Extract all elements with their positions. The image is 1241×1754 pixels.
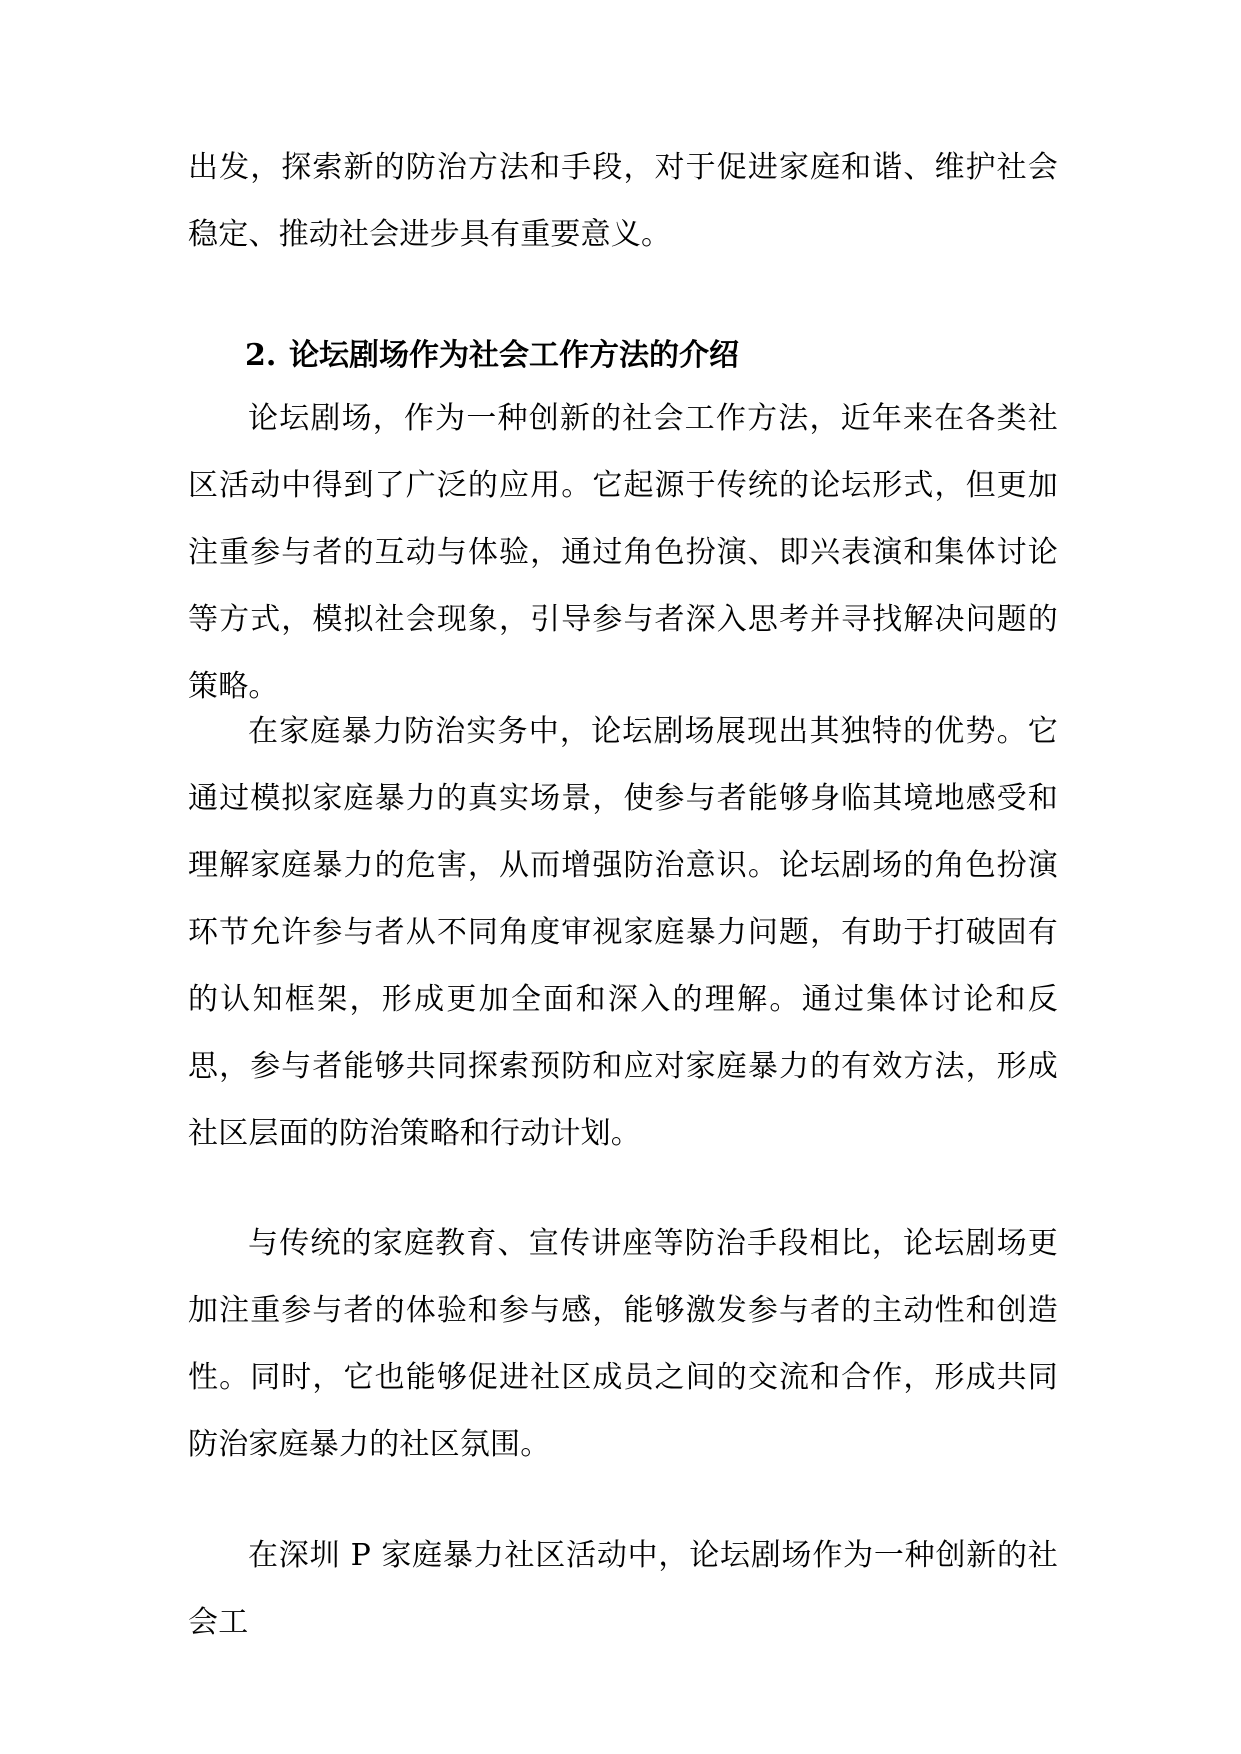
body-paragraph: 在深圳 P 家庭暴力社区活动中，论坛剧场作为一种创新的社会工 (188, 1538, 1058, 1640)
body-paragraph: 在家庭暴力防治实务中，论坛剧场展现出其独特的优势。它通过模拟家庭暴力的真实场景，使参与者能够身临其境地感受和理解家庭暴力的危害，从而增强防治意识。论坛剧场的角色扮演环节允许参与者从不同角度审视家庭暴力问题，有助于打破固有的认知框架，形成更加全面和深入的理解。通过集体讨论和反思，参与者能够共同探索预防和应对家庭暴力的有效方法，形成社区层面的防治策略和行动计划。 (188, 714, 1058, 1151)
continuation-paragraph: 出发，探索新的防治方法和手段，对于促进家庭和谐、维护社会稳定、推动社会进步具有重要意义。 (188, 150, 1058, 252)
section-title: 论坛剧场作为社会工作方法的介绍 (289, 338, 739, 373)
body-paragraph: 论坛剧场，作为一种创新的社会工作方法，近年来在各类社区活动中得到了广泛的应用。它起源于传统的论坛形式，但更加注重参与者的互动与体验，通过角色扮演、即兴表演和集体讨论等方式，模拟社会现象，引导参与者深入思考并寻找解决问题的策略。 (188, 401, 1058, 704)
section-number: 2. (245, 338, 277, 373)
body-paragraph: 与传统的家庭教育、宣传讲座等防治手段相比，论坛剧场更加注重参与者的体验和参与感，能够激发参与者的主动性和创造性。同时，它也能够促进社区成员之间的交流和合作，形成共同防治家庭暴力的社区氛围。 (188, 1226, 1058, 1462)
section-heading (245, 322, 739, 389)
